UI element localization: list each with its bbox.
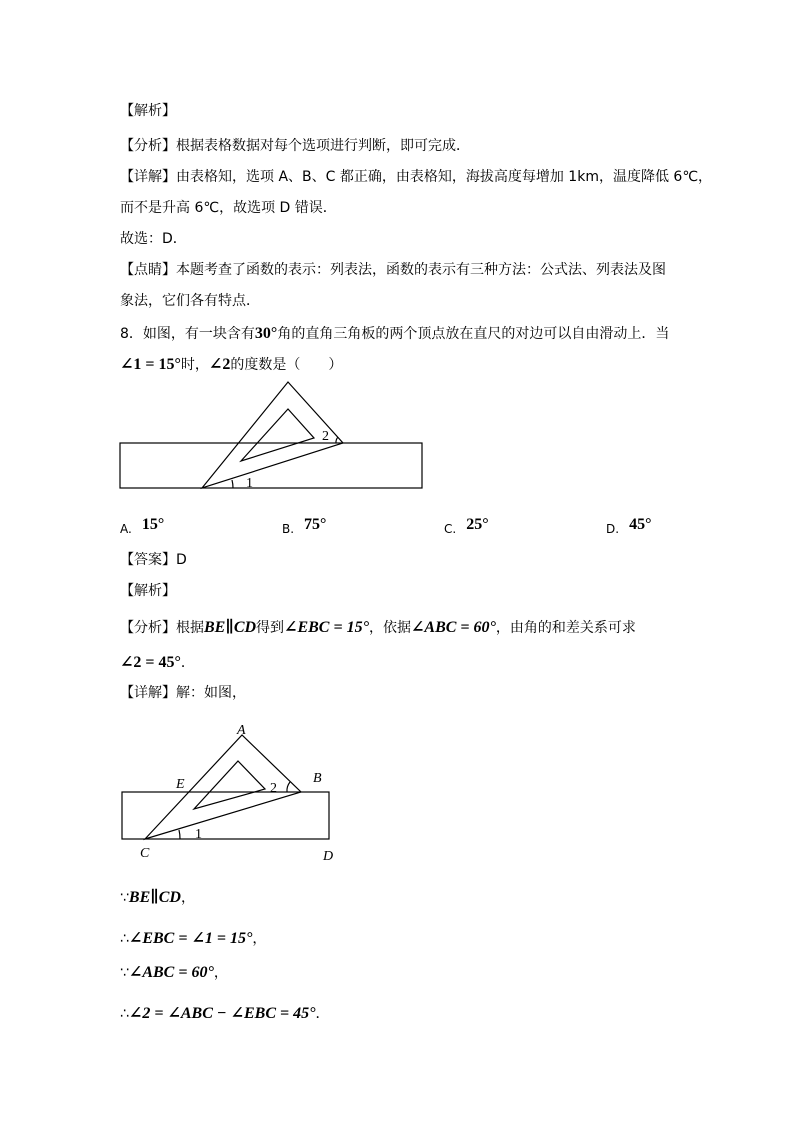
option-value: 15° bbox=[141, 516, 165, 533]
figure-question bbox=[120, 382, 422, 491]
math-expression: ∠ABC = 60° bbox=[128, 964, 214, 981]
figure-solution bbox=[122, 723, 333, 864]
angle1-label: 1 bbox=[195, 827, 202, 842]
text-segment: ，由角的和差关系可求 bbox=[495, 620, 636, 636]
angle2-label: 2 bbox=[322, 429, 329, 444]
text-segment: ， bbox=[252, 931, 267, 947]
angle1-arc bbox=[179, 830, 180, 839]
text-segment: 【解析】 bbox=[120, 583, 176, 599]
text-segment: 【详解】解：如图， bbox=[120, 685, 246, 701]
text-segment: ． bbox=[315, 1006, 330, 1022]
angle2-arc bbox=[287, 782, 290, 792]
text-segment: 角的直角三角板的两个顶点放在直尺的对边可以自由滑动上．当 bbox=[277, 326, 670, 342]
point-e-label: E bbox=[176, 777, 185, 792]
text-segment: 8．如图，有一块含有 bbox=[120, 326, 255, 342]
math-expression: ∠ABC = 60° bbox=[410, 619, 496, 636]
math-expression: 30° bbox=[254, 325, 278, 342]
angle2-label: 2 bbox=[270, 781, 277, 796]
math-expression: ∠EBC = 15° bbox=[284, 619, 369, 636]
math-expression: ∠2 = ∠ABC − ∠EBC = 45° bbox=[128, 1005, 316, 1022]
text-segment: 【答案】D bbox=[120, 552, 187, 568]
angle1-arc bbox=[232, 480, 233, 488]
math-expression: ∠2 = 45° bbox=[120, 654, 181, 671]
text-segment: ， bbox=[213, 965, 228, 981]
text-segment: 得到 bbox=[256, 620, 285, 636]
text-segment: ∵ bbox=[120, 890, 129, 906]
option-letter: D. bbox=[606, 522, 620, 536]
angle2-arc bbox=[336, 437, 338, 443]
point-a-label: A bbox=[237, 723, 246, 738]
text-segment: ∵ bbox=[120, 965, 129, 981]
math-expression: ∠EBC = ∠1 = 15° bbox=[128, 930, 253, 947]
ruler bbox=[122, 792, 329, 839]
triangle-outer bbox=[145, 735, 301, 839]
option-value: 45° bbox=[629, 516, 652, 533]
text-segment: ∴ bbox=[120, 1006, 129, 1022]
text-segment: ， bbox=[180, 890, 195, 906]
text-segment: 【解析】 bbox=[120, 103, 176, 119]
option-letter: B. bbox=[282, 522, 295, 536]
option-letter: C. bbox=[444, 522, 457, 536]
text-segment: 故选：D． bbox=[120, 231, 187, 247]
point-b-label: B bbox=[313, 771, 322, 786]
triangle-inner bbox=[241, 409, 314, 461]
math-expression: ∠1 = 15° bbox=[120, 356, 181, 373]
text-segment: ． bbox=[180, 655, 195, 671]
math-expression: BE∥CD bbox=[204, 619, 257, 636]
text-segment: 【详解】由表格知，选项 A、B、C 都正确，由表格知，海拔高度每增加 1km，温度降低 6℃， bbox=[120, 169, 713, 185]
option-letter: A. bbox=[120, 522, 132, 536]
angle1-label: 1 bbox=[246, 476, 253, 491]
text-segment: 【分析】根据表格数据对每个选项进行判断，即可完成． bbox=[120, 138, 470, 154]
point-d-label: D bbox=[323, 849, 334, 864]
text-segment: 的度数是（ ） bbox=[230, 357, 343, 373]
text-segment: 象法，它们各有特点． bbox=[120, 293, 260, 309]
text-segment: 【分析】根据 bbox=[120, 620, 204, 636]
point-c-label: C bbox=[140, 846, 150, 861]
text-segment: 【点睛】本题考查了函数的表示：列表法，函数的表示有三种方法：公式法、列表法及图 bbox=[120, 262, 666, 278]
text-segment: 而不是升高 6℃，故选项 D 错误． bbox=[120, 200, 337, 216]
triangle-inner bbox=[194, 761, 265, 809]
math-expression: BE∥CD bbox=[128, 889, 181, 906]
option-value: 25° bbox=[466, 516, 489, 533]
text-segment: ，依据 bbox=[368, 620, 411, 636]
text-segment: ∴ bbox=[120, 931, 129, 947]
text-segment: 时， bbox=[180, 357, 209, 373]
math-expression: ∠2 bbox=[208, 356, 231, 373]
option-value: 75° bbox=[304, 516, 327, 533]
